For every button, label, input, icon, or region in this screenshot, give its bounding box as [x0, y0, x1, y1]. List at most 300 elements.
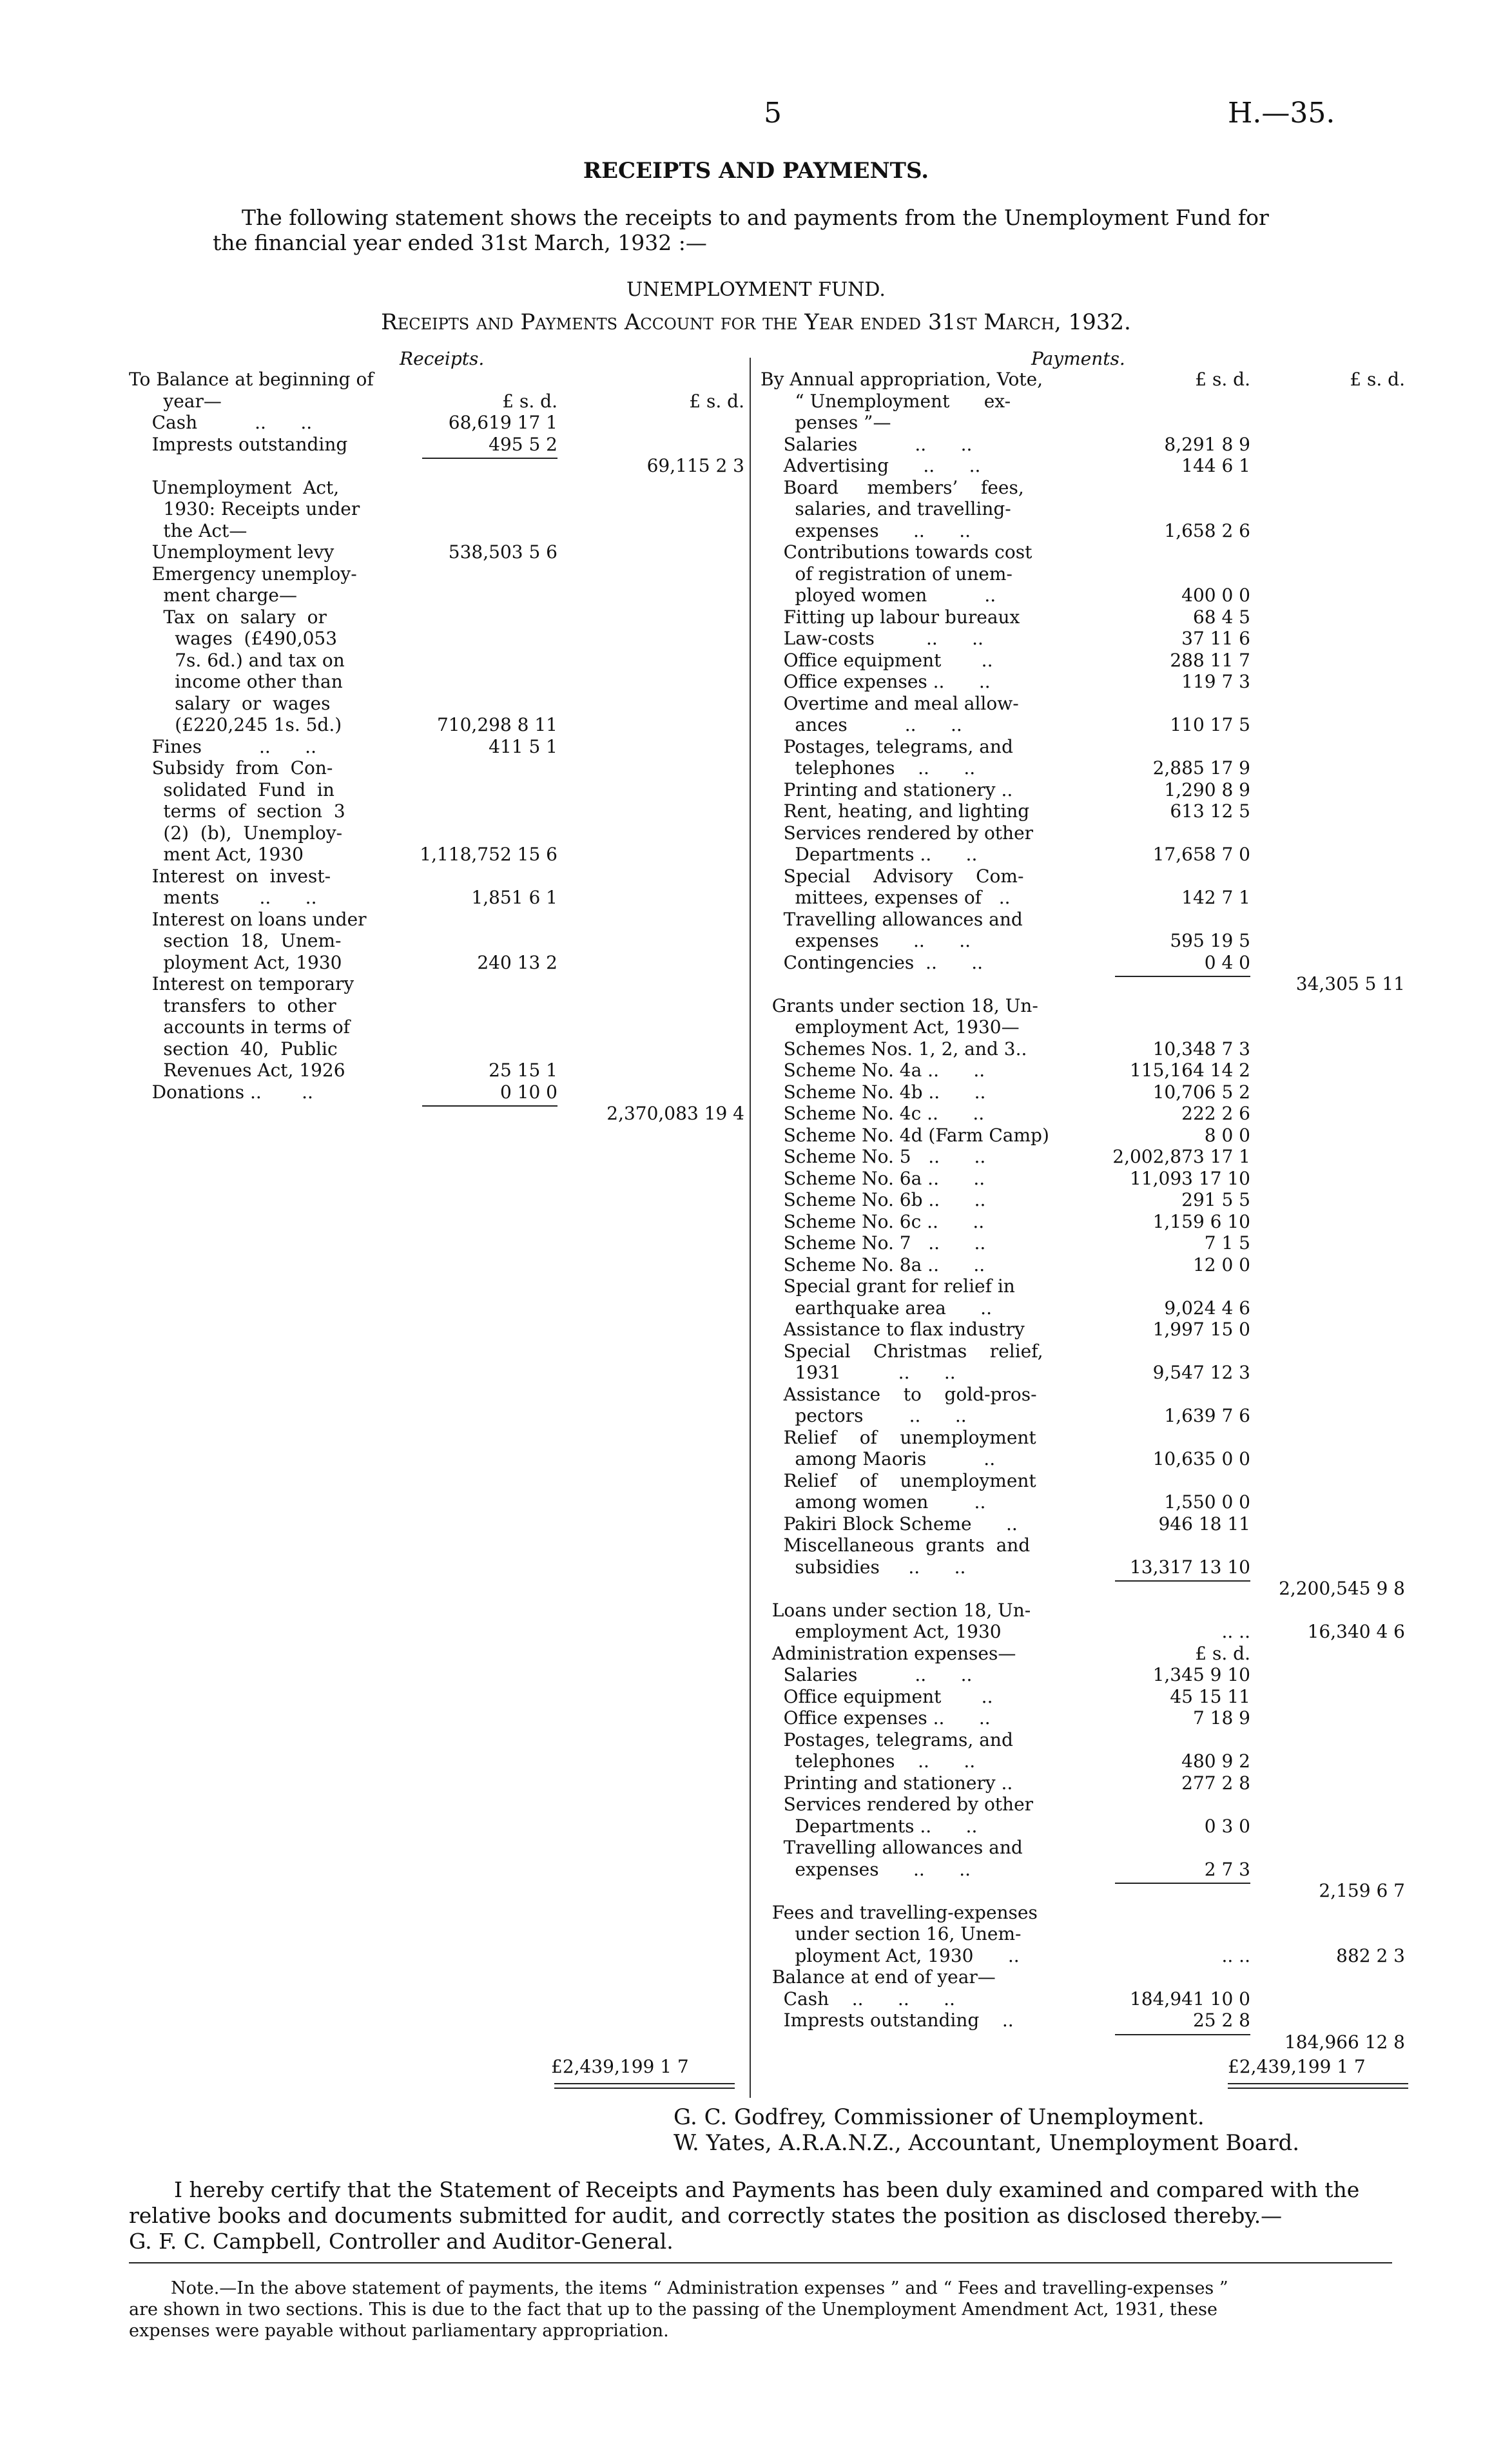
payments-row [761, 369, 1405, 391]
payments-row-amount-b: 184,966 12 8 [1284, 2031, 1405, 2053]
payments-row [761, 909, 1405, 931]
payments-row [761, 1341, 1405, 1362]
payments-row-amount-a: 1,290 8 9 [1164, 779, 1250, 800]
payments-row-label: Office expenses .. .. [761, 1707, 991, 1729]
payments-row-amount-a: 1,550 0 0 [1164, 1491, 1250, 1513]
receipts-row-amount-a: 240 13 2 [477, 951, 557, 973]
payments-row-label: Overtime and meal allow- [761, 692, 1019, 714]
payments-row-label: Departments .. .. [761, 844, 978, 865]
note-separator [129, 2262, 1392, 2263]
payments-row-label: Loans under section 18, Un- [761, 1599, 1031, 1621]
payments-row [761, 520, 1405, 542]
receipts-row-amount-a: 25 15 1 [489, 1060, 557, 1081]
payments-row-amount-a: 10,348 7 3 [1152, 1038, 1250, 1060]
receipts-row-label: Interest on invest- [129, 865, 331, 887]
payments-row [761, 1232, 1405, 1254]
document-reference: H.—35. [1228, 97, 1335, 130]
receipts-row-label: accounts in terms of [129, 1016, 351, 1038]
payments-row-label: Scheme No. 8a .. .. [761, 1254, 985, 1275]
receipts-row-amount-a: 538,503 5 6 [448, 541, 557, 563]
payments-row [761, 1707, 1405, 1729]
receipts-row-amount-a: £ s. d. [502, 390, 557, 412]
payments-row-amount-a: 222 2 6 [1181, 1103, 1250, 1124]
receipts-row [129, 714, 744, 736]
payments-row [761, 1945, 1405, 1967]
receipts-row-label: solidated Fund in [129, 779, 334, 800]
payments-row [761, 1491, 1405, 1513]
payments-row-label: Scheme No. 5 .. .. [761, 1146, 986, 1167]
receipts-row [129, 757, 744, 779]
payments-row-amount-a: 0 3 0 [1204, 1815, 1250, 1837]
page-number: 5 [764, 97, 782, 130]
payments-row-amount-a: 1,658 2 6 [1164, 519, 1250, 541]
payments-row-amount-a: 2,002,873 17 1 [1112, 1146, 1250, 1167]
receipts-row [129, 1103, 744, 1125]
payments-row-label: 1931 .. .. [761, 1362, 956, 1383]
payments-row [761, 650, 1405, 672]
payments-row-amount-a: 45 15 11 [1170, 1685, 1250, 1707]
receipts-row-label: Subsidy from Con- [129, 757, 333, 779]
payments-row-label: subsidies .. .. [761, 1556, 966, 1578]
payments-row [761, 757, 1405, 779]
receipts-row [129, 520, 744, 542]
payments-row [761, 1686, 1405, 1708]
payments-row [761, 1600, 1405, 1622]
payments-row-label: under section 16, Unem- [761, 1923, 1022, 1944]
receipts-row-amount-b: 69,115 2 3 [646, 455, 744, 476]
column-divider [750, 358, 751, 2098]
certificate-line-3: G. F. C. Campbell, Controller and Auditor-General. [129, 2229, 674, 2254]
payments-row-amount-a: 2,885 17 9 [1152, 757, 1250, 779]
note-line-1: Note.—In the above statement of payments, the items “ Administration expenses ” and “ Fees and travelling-expenses ” [171, 2278, 1228, 2298]
payments-row-label: Special Advisory Com- [761, 865, 1024, 887]
payments-row [761, 1016, 1405, 1038]
receipts-row-label: Emergency unemploy- [129, 563, 357, 585]
payments-row-label: Office expenses .. .. [761, 671, 991, 692]
receipts-row [129, 909, 744, 931]
payments-row-label: ances .. .. [761, 714, 962, 735]
payments-row-amount-a: 12 0 0 [1192, 1254, 1250, 1275]
payments-row-amount-a: 8,291 8 9 [1164, 433, 1250, 455]
payments-row [761, 1664, 1405, 1686]
payments-row-label: Special Christmas relief, [761, 1340, 1043, 1362]
receipts-row-label: Donations .. .. [129, 1081, 313, 1103]
receipts-row [129, 498, 744, 520]
payments-row [761, 973, 1405, 995]
payments-row [761, 1275, 1405, 1297]
payments-row [761, 671, 1405, 693]
payments-row-label: Contributions towards cost [761, 541, 1032, 563]
payments-row [761, 1794, 1405, 1816]
receipts-row-label: Unemployment Act, [129, 476, 340, 498]
payments-row-label: Assistance to flax industry [761, 1319, 1025, 1340]
payments-row-label: Salaries .. .. [761, 1664, 973, 1685]
payments-row [761, 412, 1405, 434]
page-title: RECEIPTS AND PAYMENTS. [583, 158, 929, 184]
payments-row [761, 585, 1405, 606]
payments-row-label: Law-costs .. .. [761, 628, 984, 649]
payments-row [761, 1146, 1405, 1168]
payments-row-amount-b: 16,340 4 6 [1307, 1621, 1405, 1642]
receipts-row-amount-a: 495 5 2 [489, 433, 557, 455]
receipts-row [129, 671, 744, 693]
receipts-row [129, 541, 744, 563]
signature-commissioner: G. C. Godfrey, Commissioner of Unemployment. [674, 2104, 1205, 2130]
receipts-row-label: Cash .. .. [129, 412, 313, 433]
payments-row-label: expenses .. .. [761, 930, 971, 951]
payments-row-amount-a: 277 2 8 [1181, 1772, 1250, 1794]
receipts-row-label: ployment Act, 1930 [129, 951, 342, 973]
payments-row-label: ployment Act, 1930 .. [761, 1944, 1020, 1966]
payments-row [761, 1384, 1405, 1406]
receipts-row-label: Interest on temporary [129, 973, 354, 994]
receipts-row-label: 7s. 6d.) and tax on [129, 649, 345, 671]
payments-row [761, 1060, 1405, 1081]
payments-row-amount-a: 10,706 5 2 [1152, 1081, 1250, 1103]
payments-total: £2,439,199 1 7 [1228, 2056, 1366, 2077]
payments-row-amount-a: £ s. d. [1195, 369, 1250, 390]
payments-row-label: By Annual appropriation, Vote, [761, 369, 1043, 390]
payments-row-amount-a: 8 0 0 [1204, 1124, 1250, 1146]
payments-row-amount-a: 1,997 15 0 [1152, 1319, 1250, 1340]
payments-row [761, 693, 1405, 715]
payments-row-label: Travelling allowances and [761, 1837, 1023, 1858]
payments-row-amount-b: 2,200,545 9 8 [1279, 1578, 1405, 1599]
payments-row-amount-a: £ s. d. [1195, 1642, 1250, 1664]
payments-row [761, 887, 1405, 909]
receipts-heading: Receipts. [400, 348, 485, 369]
payments-row [761, 1966, 1405, 1988]
payments-row-label: expenses .. .. [761, 1858, 971, 1880]
payments-row-amount-a: 480 9 2 [1181, 1750, 1250, 1772]
payments-row-amount-a: 110 17 5 [1170, 714, 1250, 735]
payments-row-amount-b: 882 2 3 [1336, 1944, 1405, 1966]
payments-row [761, 1750, 1405, 1772]
payments-row-label: Scheme No. 6b .. .. [761, 1189, 986, 1210]
payments-ledger [761, 369, 1405, 2053]
payments-row-label: Pakiri Block Scheme .. [761, 1513, 1018, 1535]
payments-row [761, 541, 1405, 563]
payments-row-label: mittees, expenses of .. [761, 887, 1011, 908]
payments-row-label: Balance at end of year— [761, 1966, 996, 1988]
receipts-row [129, 1081, 744, 1103]
receipts-row-amount-b: £ s. d. [689, 390, 744, 412]
payments-heading: Payments. [1031, 348, 1125, 369]
receipts-row [129, 563, 744, 585]
payments-row-amount-a: 2 7 3 [1204, 1858, 1250, 1880]
payments-row [761, 995, 1405, 1017]
payments-row-label: ployed women .. [761, 585, 996, 606]
payments-row [761, 1168, 1405, 1190]
receipts-row [129, 1038, 744, 1060]
payments-row-label: Cash .. .. .. [761, 1988, 955, 2010]
receipts-row-label: Fines .. .. [129, 735, 316, 757]
payments-row-label: Printing and stationery .. [761, 1772, 1013, 1794]
payments-row [761, 1988, 1405, 2010]
payments-row [761, 1470, 1405, 1492]
payments-row [761, 866, 1405, 887]
payments-row [761, 1362, 1405, 1384]
payments-row-amount-b: £ s. d. [1350, 369, 1405, 390]
payments-row [761, 1578, 1405, 1600]
payments-row [761, 1405, 1405, 1427]
payments-row-label: Postages, telegrams, and [761, 735, 1013, 757]
fund-title: UNEMPLOYMENT FUND. [626, 278, 886, 301]
receipts-row [129, 434, 744, 456]
payments-row [761, 1513, 1405, 1535]
payments-row-label: Relief of unemployment [761, 1469, 1036, 1491]
payments-row [761, 714, 1405, 736]
payments-row-amount-a: 11,093 17 10 [1129, 1167, 1250, 1189]
payments-row-label: Departments .. .. [761, 1815, 978, 1837]
payments-row [761, 1448, 1405, 1470]
payments-row-amount-a: 1,345 9 10 [1152, 1664, 1250, 1685]
payments-row [761, 2010, 1405, 2031]
payments-row-label: Travelling allowances and [761, 908, 1023, 930]
receipts-row-label: (2) (b), Unemploy- [129, 822, 343, 844]
payments-row-label: Scheme No. 4d (Farm Camp) [761, 1124, 1049, 1146]
payments-row-amount-a: 10,635 0 0 [1152, 1448, 1250, 1469]
payments-row-label: Postages, telegrams, and [761, 1729, 1013, 1750]
receipts-row-amount-a: 710,298 8 11 [436, 714, 557, 735]
payments-row-label: Special grant for relief in [761, 1275, 1015, 1297]
payments-row [761, 498, 1405, 520]
receipts-subtotal-rule [422, 458, 557, 459]
receipts-row [129, 952, 744, 974]
receipts-row-amount-a: 68,619 17 1 [448, 412, 557, 433]
signature-accountant: W. Yates, A.R.A.N.Z., Accountant, Unemployment Board. [674, 2130, 1300, 2156]
receipts-row-label: ments .. .. [129, 887, 317, 908]
payments-row-label: Contingencies .. .. [761, 951, 984, 973]
payments-row [761, 1837, 1405, 1859]
receipts-row [129, 800, 744, 822]
payments-row [761, 1556, 1405, 1578]
payments-row [761, 1189, 1405, 1211]
payments-row-amount-a: 613 12 5 [1170, 800, 1250, 822]
receipts-row-label: section 18, Unem- [129, 930, 342, 951]
payments-row [761, 477, 1405, 499]
payments-row-label: Fees and travelling-expenses [761, 1901, 1038, 1923]
payments-row-amount-a: 0 4 0 [1204, 951, 1250, 973]
payments-row [761, 391, 1405, 412]
payments-row [761, 2031, 1405, 2053]
payments-row-amount-a: 946 18 11 [1158, 1513, 1250, 1535]
receipts-row-label: terms of section 3 [129, 800, 345, 822]
receipts-row [129, 973, 744, 995]
receipts-row-label: Revenues Act, 1926 [129, 1060, 345, 1081]
payments-row-label: Printing and stationery .. [761, 779, 1013, 800]
payments-row-label: Board members’ fees, [761, 476, 1024, 498]
payments-subtotal-rule [1115, 1883, 1250, 1884]
payments-row-amount-a: 13,317 13 10 [1129, 1556, 1250, 1578]
receipts-row-amount-a: 1,851 6 1 [471, 887, 557, 908]
payments-row-label: expenses .. .. [761, 519, 971, 541]
receipts-row-label: Imprests outstanding [129, 433, 348, 455]
payments-row-label: Services rendered by other [761, 1794, 1034, 1815]
payments-row-label: Schemes Nos. 1, 2, and 3.. [761, 1038, 1027, 1060]
payments-row-amount-a: .. .. [1221, 1621, 1250, 1642]
intro-line-2: the financial year ended 31st March, 1932 :— [213, 230, 707, 255]
certificate-line-2: relative books and documents submitted for audit, and correctly states the position as disclosed thereby.— [129, 2203, 1283, 2228]
receipts-row [129, 606, 744, 628]
payments-row-amount-a: 115,164 14 2 [1129, 1060, 1250, 1081]
payments-row [761, 844, 1405, 866]
payments-row [761, 1427, 1405, 1449]
payments-row-label: employment Act, 1930 [761, 1621, 1002, 1642]
receipts-row-label: salary or wages [129, 692, 331, 714]
payments-row-amount-a: 1,639 7 6 [1164, 1405, 1250, 1426]
receipts-row-label: Interest on loans under [129, 908, 367, 930]
account-title: Receipts and Payments Account for the Year ended 31st March, 1932. [381, 309, 1131, 335]
receipts-ledger [129, 369, 744, 1125]
payments-row-amount-a: 142 7 1 [1181, 887, 1250, 908]
receipts-row [129, 866, 744, 887]
receipts-row [129, 736, 744, 758]
payments-row [761, 1772, 1405, 1794]
receipts-row [129, 477, 744, 499]
receipts-row [129, 391, 744, 412]
receipts-row [129, 585, 744, 606]
payments-row-label: Advertising .. .. [761, 455, 981, 476]
receipts-row [129, 455, 744, 477]
receipts-row [129, 995, 744, 1017]
payments-row-label: pectors .. .. [761, 1405, 967, 1426]
payments-row [761, 1319, 1405, 1341]
receipts-row-label: Unemployment levy [129, 541, 334, 563]
payments-row-label: Miscellaneous grants and [761, 1535, 1031, 1556]
payments-row [761, 1211, 1405, 1233]
payments-row-label: Office equipment .. [761, 1685, 993, 1707]
receipts-row-label: transfers to other [129, 994, 336, 1016]
receipts-row-label: Tax on salary or [129, 606, 327, 628]
receipts-row [129, 822, 744, 844]
receipts-row-amount-a: 1,118,752 15 6 [420, 844, 557, 865]
intro-line-1: The following statement shows the receipts to and payments from the Unemployment Fund for [242, 205, 1269, 230]
certificate-line-1: I hereby certify that the Statement of Receipts and Payments has been duly examined and compared with the [174, 2177, 1360, 2202]
payments-row [761, 1081, 1405, 1103]
payments-total-rule [1228, 2083, 1408, 2089]
payments-row-amount-a: 119 7 3 [1181, 671, 1250, 692]
payments-row-label: Scheme No. 4c .. .. [761, 1103, 985, 1124]
receipts-row-amount-b: 2,370,083 19 4 [606, 1103, 744, 1124]
payments-row-amount-a: 68 4 5 [1192, 606, 1250, 628]
payments-row-label: Assistance to gold-pros- [761, 1383, 1037, 1405]
payments-row [761, 822, 1405, 844]
receipts-row-amount-a: 0 10 0 [499, 1081, 557, 1103]
receipts-row-label: the Act— [129, 519, 247, 541]
note-line-3: expenses were payable without parliamentary appropriation. [129, 2321, 669, 2341]
receipts-row [129, 887, 744, 909]
payments-row [761, 606, 1405, 628]
payments-row-label: Services rendered by other [761, 822, 1034, 844]
receipts-row-amount-a: 411 5 1 [489, 735, 557, 757]
payments-row-label: employment Act, 1930— [761, 1016, 1020, 1038]
payments-row-amount-a: 17,658 7 0 [1152, 844, 1250, 865]
receipts-row [129, 930, 744, 952]
payments-row-label: Fitting up labour bureaux [761, 606, 1020, 628]
payments-row [761, 434, 1405, 456]
payments-row [761, 930, 1405, 952]
receipts-row [129, 412, 744, 434]
receipts-subtotal-rule [422, 1105, 557, 1107]
receipts-row [129, 1060, 744, 1081]
payments-row-label: Rent, heating, and lighting [761, 800, 1030, 822]
payments-row-amount-a: 288 11 7 [1170, 649, 1250, 671]
receipts-row-label: 1930: Receipts under [129, 498, 360, 519]
receipts-row [129, 628, 744, 650]
payments-subtotal-rule [1115, 976, 1250, 977]
receipts-row-label: section 40, Public [129, 1038, 338, 1060]
payments-row-amount-a: 291 5 5 [1181, 1189, 1250, 1210]
receipts-row [129, 844, 744, 866]
payments-row-label: Imprests outstanding .. [761, 2010, 1014, 2031]
payments-row [761, 800, 1405, 822]
payments-subtotal-rule [1115, 2034, 1250, 2035]
payments-row [761, 1729, 1405, 1751]
payments-row-label: earthquake area .. [761, 1297, 992, 1319]
payments-row [761, 628, 1405, 650]
payments-row [761, 1535, 1405, 1556]
receipts-row-label: income other than [129, 671, 343, 692]
payments-row-label: Relief of unemployment [761, 1426, 1036, 1448]
payments-row-label: “ Unemployment ex- [761, 390, 1011, 412]
payments-row-amount-a: 9,547 12 3 [1152, 1362, 1250, 1383]
payments-row-label: among women .. [761, 1491, 986, 1513]
payments-row [761, 1859, 1405, 1881]
payments-row-label: penses ”— [761, 412, 891, 433]
payments-row-amount-a: 25 2 8 [1192, 2010, 1250, 2031]
receipts-row-label: year— [129, 390, 222, 412]
payments-row-amount-a: 7 1 5 [1204, 1232, 1250, 1254]
payments-row [761, 1125, 1405, 1147]
payments-row-amount-a: 37 11 6 [1181, 628, 1250, 649]
receipts-row [129, 650, 744, 672]
receipts-row [129, 693, 744, 715]
payments-row [761, 952, 1405, 974]
receipts-total-rule [554, 2083, 735, 2089]
payments-row [761, 1297, 1405, 1319]
payments-row [761, 1621, 1405, 1643]
payments-row-label: Scheme No. 4a .. .. [761, 1060, 985, 1081]
payments-row-label: salaries, and travelling- [761, 498, 1011, 519]
payments-row-label: Administration expenses— [761, 1642, 1016, 1664]
payments-row-amount-a: 595 19 5 [1170, 930, 1250, 951]
payments-row [761, 1643, 1405, 1665]
payments-row-label: Scheme No. 7 .. .. [761, 1232, 986, 1254]
receipts-row [129, 779, 744, 801]
payments-row [761, 563, 1405, 585]
payments-row-label: telephones .. .. [761, 1750, 976, 1772]
receipts-row-label: ment charge— [129, 585, 297, 606]
payments-row-label: Scheme No. 6a .. .. [761, 1167, 985, 1189]
receipts-row-label: To Balance at beginning of [129, 369, 374, 390]
payments-row [761, 1880, 1405, 1902]
payments-row [761, 1816, 1405, 1837]
receipts-row [129, 1016, 744, 1038]
payments-row [761, 1103, 1405, 1125]
payments-row-amount-a: 1,159 6 10 [1152, 1210, 1250, 1232]
receipts-row [129, 369, 744, 391]
note-line-2: are shown in two sections. This is due to the fact that up to the passing of the Unemployment Amendment Act, 1931, these [129, 2300, 1217, 2320]
payments-row-amount-a: .. .. [1221, 1944, 1250, 1966]
receipts-row-label: ment Act, 1930 [129, 844, 304, 865]
payments-row-label: Scheme No. 6c .. .. [761, 1210, 985, 1232]
receipts-row-label: wages (£490,053 [129, 628, 338, 649]
payments-row-label: Salaries .. .. [761, 433, 973, 455]
payments-row [761, 779, 1405, 801]
payments-subtotal-rule [1115, 1580, 1250, 1582]
payments-row-amount-a: 400 0 0 [1181, 585, 1250, 606]
